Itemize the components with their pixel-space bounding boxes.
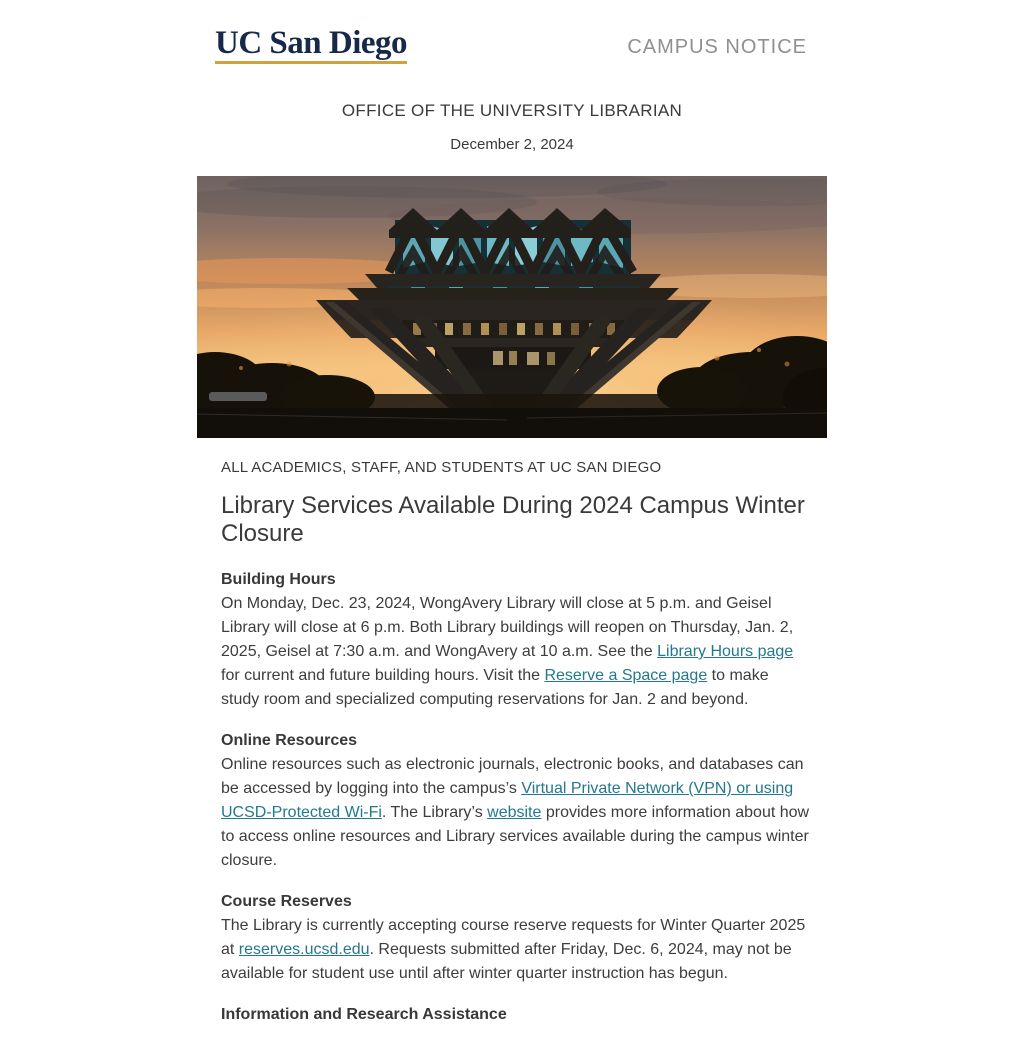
section-information-research-assistance — [221, 1003, 811, 1027]
masthead — [197, 27, 827, 64]
text-run: to make study room and specialized computing reservations for Jan. 2 and beyond. — [221, 667, 769, 708]
section-building-hours — [221, 568, 811, 712]
ucsd-logo — [215, 27, 407, 64]
text-run: provides more information about how to access online resources and Library services available during the campus winter closure. — [221, 804, 810, 869]
article-title: Library Services Available During 2024 Campus Winter Closure — [221, 492, 805, 547]
section-course-reserves — [221, 890, 811, 986]
section-heading-information-research-assistance: Information and Research Assistance — [221, 1006, 507, 1023]
ucsd-logo-gold-underline — [215, 61, 407, 64]
text-run: for current and future building hours. Visit the — [221, 667, 545, 684]
text-run: . The Library’s — [381, 804, 488, 821]
section-heading-online-resources: Online Resources — [221, 732, 358, 749]
reserve-a-space-page-link[interactable]: Reserve a Space page — [544, 667, 708, 684]
article-body — [197, 460, 827, 1027]
article-sections — [221, 568, 811, 1027]
section-heading-course-reserves: Course Reserves — [221, 893, 352, 910]
section-heading-building-hours: Building Hours — [221, 571, 336, 588]
section-paragraph-building-hours — [221, 592, 811, 712]
text-run: Online resources such as electronic journals, electronic books, and databases can be accessed by logging into the campus’s — [221, 756, 804, 797]
text-run: . Requests submitted after Friday, Dec. 6, 2024, may not be available for student use until after winter quarter instruction has begun. — [221, 941, 792, 982]
ucsd-logo-text: UC San Diego — [215, 25, 408, 61]
audience-line: ALL ACADEMICS, STAFF, AND STUDENTS AT UC SAN DIEGO — [221, 459, 662, 476]
library-website-link[interactable]: website — [487, 804, 542, 821]
notice-date: December 2, 2024 — [450, 136, 574, 153]
section-paragraph-online-resources — [221, 753, 811, 873]
campus-notice-label: CAMPUS NOTICE — [627, 36, 807, 58]
text-run: On Monday, Dec. 23, 2024, WongAvery Library will close at 5 p.m. and Geisel Library will close at 6 p.m. Both Library buildings will reopen on Thursday, Jan. 2, 2025, Geisel at 7:30 a.m. and WongAvery at 10 a.m. See the — [221, 595, 794, 660]
section-online-resources — [221, 729, 811, 873]
email-content — [197, 27, 827, 1027]
vpn-protected-wifi-link[interactable]: Virtual Private Network (VPN) or using UCSD-Protected Wi-Fi — [221, 780, 794, 821]
text-run: The Library is currently accepting course reserve requests for Winter Quarter 2025 at — [221, 917, 806, 958]
office-title: OFFICE OF THE UNIVERSITY LIBRARIAN — [341, 101, 683, 120]
section-paragraph-course-reserves — [221, 914, 811, 986]
library-hours-page-link[interactable]: Library Hours page — [657, 643, 794, 660]
geisel-library-photo — [197, 176, 827, 438]
reserves-ucsd-edu-link[interactable]: reserves.ucsd.edu — [238, 941, 370, 958]
sunset-library-illustration — [197, 176, 827, 438]
